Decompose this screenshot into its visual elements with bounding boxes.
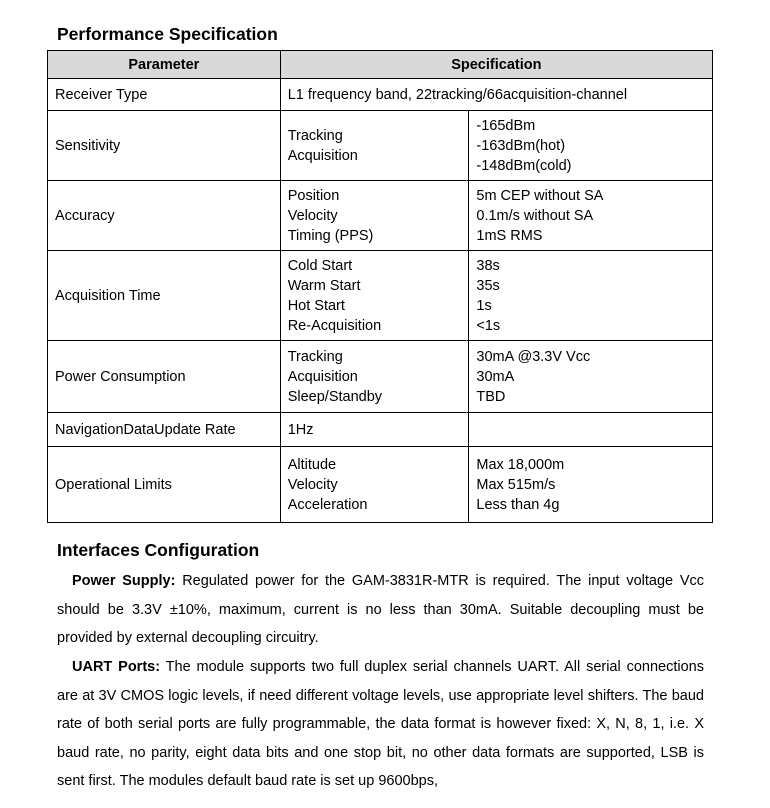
- value: 1s: [476, 297, 492, 314]
- table-header-row: [48, 51, 713, 79]
- table-row: [48, 79, 713, 111]
- value-cell: [469, 111, 713, 181]
- power-supply-label: Power Supply:: [72, 573, 176, 589]
- value: 30mA: [476, 368, 515, 385]
- value: Less than 4g: [476, 496, 560, 513]
- value: Max 515m/s: [476, 476, 556, 493]
- sub-param: Acquisition: [287, 147, 358, 164]
- table-row: [48, 447, 713, 523]
- sub-param-cell: [280, 111, 469, 181]
- value: -163dBm(hot): [476, 137, 566, 154]
- value-cell: [469, 181, 713, 251]
- sub-param-cell: 1Hz: [280, 413, 469, 447]
- spec-cell: L1 frequency band, 22tracking/66acquisition-channel: [280, 79, 712, 111]
- sub-param-cell: [280, 251, 469, 341]
- value: <1s: [476, 317, 501, 334]
- value-cell: [469, 413, 713, 447]
- sub-param: Warm Start: [287, 277, 361, 294]
- value: -165dBm: [476, 117, 536, 134]
- value: 35s: [476, 277, 500, 294]
- table-row: [48, 341, 713, 413]
- sub-param: Acquisition: [287, 368, 358, 385]
- param-cell: Power Consumption: [48, 341, 281, 413]
- table-row: [48, 251, 713, 341]
- sub-param: Tracking: [287, 127, 343, 144]
- parameter-header: Parameter: [48, 51, 281, 79]
- value: 38s: [476, 257, 500, 274]
- value: TBD: [476, 388, 506, 405]
- sub-param-cell: [280, 341, 469, 413]
- sub-param: Velocity: [287, 476, 338, 493]
- value: 5m CEP without SA: [476, 187, 604, 204]
- uart-ports-text: The module supports two full duplex serial channels UART. All serial connections are at 3V CMOS logic levels, if need different voltage levels, use appropriate level shifters. The baud rate of both serial ports are fully programmable, the data format is however fixed: X, N, 8, 1, i.e. X baud rate, no parity, eight data bits and one stop bit, no other data formats are supported, LSB is sent first. The modules default baud rate is set up 9600bps,: [57, 659, 704, 789]
- param-cell: Sensitivity: [48, 111, 281, 181]
- interfaces-configuration-heading: Interfaces Configuration: [57, 540, 260, 560]
- value: Max 18,000m: [476, 456, 565, 473]
- uart-ports-paragraph: [57, 653, 704, 796]
- value: 1mS RMS: [476, 227, 543, 244]
- sub-param-cell: [280, 181, 469, 251]
- table-row: [48, 181, 713, 251]
- sub-param: Re-Acquisition: [287, 317, 382, 334]
- sub-param: Timing (PPS): [287, 227, 374, 244]
- sub-param: Hot Start: [287, 297, 345, 314]
- table-row: [48, 111, 713, 181]
- uart-ports-label: UART Ports:: [72, 659, 161, 675]
- param-cell: Receiver Type: [48, 79, 281, 111]
- param-cell: NavigationDataUpdate Rate: [48, 413, 281, 447]
- power-supply-paragraph: [57, 567, 704, 653]
- performance-specification-heading: Performance Specification: [57, 24, 278, 44]
- sub-param: Sleep/Standby: [287, 388, 383, 405]
- value: -148dBm(cold): [476, 157, 572, 174]
- value: 0.1m/s without SA: [476, 207, 594, 224]
- param-cell: Accuracy: [48, 181, 281, 251]
- value-cell: [469, 447, 713, 523]
- performance-specification-table: [47, 50, 713, 523]
- value-cell: [469, 251, 713, 341]
- param-cell: Operational Limits: [48, 447, 281, 523]
- sub-param: Cold Start: [287, 257, 353, 274]
- value-cell: [469, 341, 713, 413]
- sub-param-cell: [280, 447, 469, 523]
- power-supply-text: Regulated power for the GAM-3831R-MTR is required. The input voltage Vcc should be 3.3V ±10%, maximum, current is no less than 30mA. Suitable decoupling must be provided by external decoupling circuitry.: [57, 573, 704, 646]
- sub-param: Velocity: [287, 207, 338, 224]
- sub-param: Altitude: [287, 456, 337, 473]
- sub-param: Tracking: [287, 348, 343, 365]
- value: 30mA @3.3V Vcc: [476, 348, 591, 365]
- table-row: [48, 413, 713, 447]
- sub-param: Position: [287, 187, 340, 204]
- sub-param: Acceleration: [287, 496, 368, 513]
- specification-header: Specification: [280, 51, 712, 79]
- param-cell: Acquisition Time: [48, 251, 281, 341]
